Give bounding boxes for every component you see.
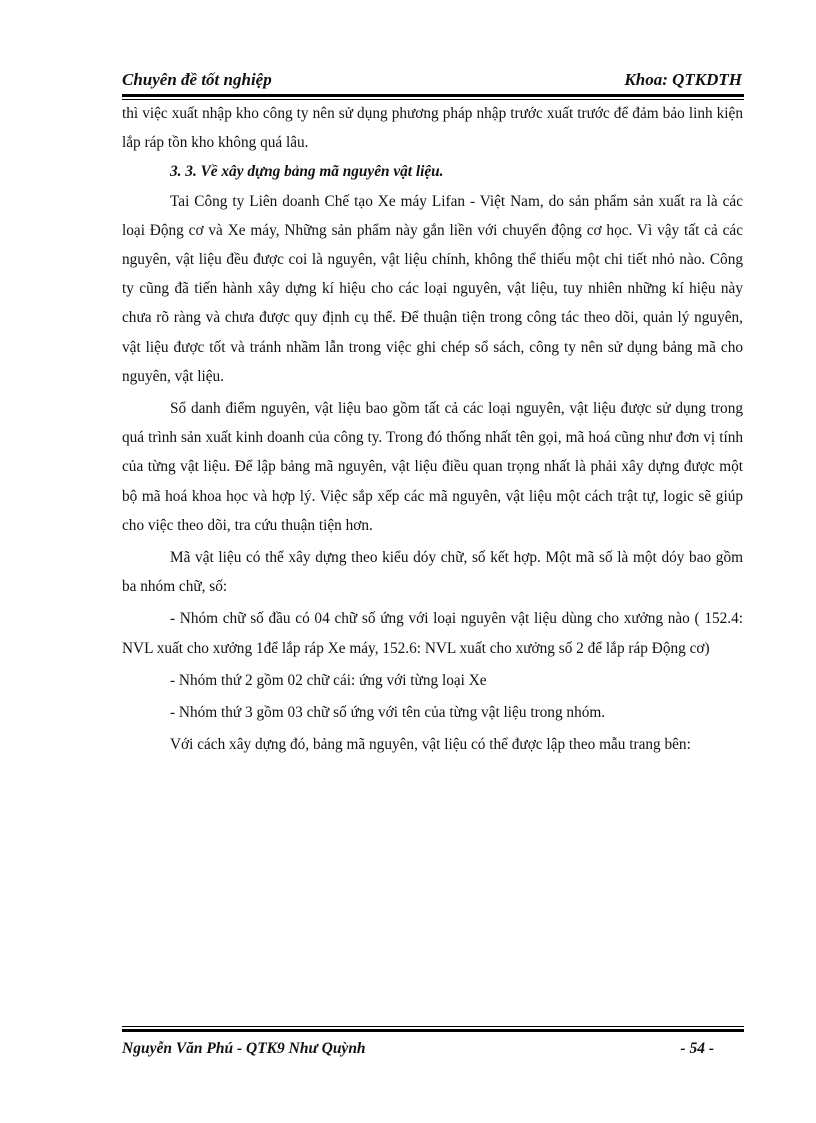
list-item: - Nhóm thứ 3 gồm 03 chữ số ứng với tên của từng vật liệu trong nhóm. (170, 704, 606, 722)
list-item: - Nhóm chữ số đầu có 04 chữ số ứng với loại nguyên vật liệu dùng cho xưởng nào ( 152.4: NVL xuất cho xưởng 1để lắp ráp Xe máy, 152.6: NVL xuất cho xưởng số 2 để lắp ráp Động cơ) (122, 610, 743, 657)
list-item: - Nhóm thứ 2 gồm 02 chữ cái: ứng với từng loại Xe (170, 671, 487, 689)
page-header (122, 70, 742, 96)
paragraph: Mã vật liệu có thể xây dựng theo kiểu dóy chữ, số kết hợp. Một mã số là một dóy bao gồm ba nhóm chữ, số: (122, 549, 743, 596)
paragraph-continued: thì việc xuất nhập kho công ty nên sử dụng phương pháp nhập trước xuất trước để đảm bảo linh kiện lắp ráp tồn kho không quá lâu. (122, 105, 743, 152)
footer-rule-thick (122, 1029, 744, 1032)
header-title: Chuyên đề tốt nghiệp (122, 70, 272, 89)
section-heading: 3. 3. Về xây dựng bảng mã nguyên vật liệu. (170, 163, 444, 181)
paragraph: Sổ danh điểm nguyên, vật liệu bao gồm tất cả các loại nguyên, vật liệu được sử dụng trong quá trình sản xuất kinh doanh của công ty. Trong đó thống nhất tên gọi, mã hoá cũng như đơn vị tính của từng vật liệu. Để lập bảng mã nguyên, vật liệu điều quan trọng nhất là phải xây dựng được một bộ mã hoá khoa học và hợp lý. Việc sắp xếp các mã nguyên, vật liệu một cách trật tự, logic sẽ giúp cho việc theo dõi, tra cứu thuận tiện hơn. (122, 400, 743, 534)
footer-rule-thin (122, 1026, 744, 1027)
page-body (122, 99, 743, 759)
header-faculty: Khoa: QTKDTH (624, 70, 742, 89)
page-footer (122, 1040, 742, 1064)
header-rule-thick (122, 94, 744, 97)
paragraph: Với cách xây dựng đó, bảng mã nguyên, vật liệu có thể được lập theo mẫu trang bên: (170, 736, 691, 754)
paragraph: Tai Công ty Liên doanh Chế tạo Xe máy Lifan - Việt Nam, do sản phẩm sản xuất ra là các loại Động cơ và Xe máy, Những sản phẩm này gắn liền với chuyển động cơ học. Vì vậy tất cả các nguyên, vật liệu đều được coi là nguyên, vật liệu chính, không thể thiếu một chi tiết nhỏ nào. Công ty cũng đã tiến hành xây dựng kí hiệu cho các loại nguyên, vật liệu, tuy nhiên những kí hiệu này chưa rõ ràng và chưa được quy định cụ thể. Để thuận tiện trong công tác theo dõi, quản lý nguyên, vật liệu được tốt và tránh nhầm lẫn trong việc ghi chép sổ sách, công ty nên sử dụng bảng mã cho nguyên, vật liệu. (122, 192, 743, 385)
footer-author: Nguyễn Văn Phú - QTK9 Như Quỳnh (122, 1040, 366, 1057)
page-number: - 54 - (680, 1040, 714, 1057)
